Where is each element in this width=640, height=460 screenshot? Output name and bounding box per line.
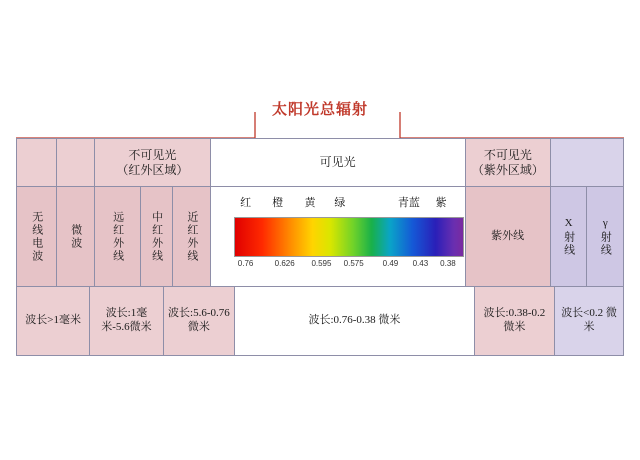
tick-0-43: 0.43	[412, 259, 429, 268]
spectrum-table	[16, 138, 624, 356]
visible-spectrum-panel	[214, 189, 462, 284]
band-near-infrared	[173, 187, 211, 287]
wavelength-visible: 波长:0.76-0.38 微米	[235, 287, 475, 355]
wavelength-far-infrared: 波长:1毫米-5.6微米	[90, 287, 163, 355]
table-band-row	[17, 187, 623, 287]
band-gamma-ray	[587, 187, 623, 287]
tick-0-49: 0.49	[382, 259, 399, 268]
band-gamma-ray-label: γ射线	[599, 216, 612, 257]
band-radio-label: 无线电波	[30, 210, 43, 263]
band-far-infrared	[95, 187, 141, 287]
header-cell-empty-micro	[57, 139, 95, 187]
band-mid-infrared	[141, 187, 173, 287]
color-label-yellow: 黄	[304, 197, 316, 209]
diagram-title-wrap	[0, 98, 640, 119]
color-label-cyan-blue: 青蓝	[397, 197, 420, 209]
table-header-row	[17, 139, 623, 187]
spectrum-gradient-bar	[234, 217, 464, 257]
tick-0-38: 0.38	[440, 259, 456, 268]
band-ultraviolet	[466, 187, 551, 287]
spectrum-color-labels	[234, 197, 464, 213]
wavelength-near-infrared: 波长:5.6-0.76微米	[164, 287, 236, 355]
color-label-violet: 紫	[435, 197, 447, 209]
header-infrared-line2: （红外区域）	[116, 162, 189, 177]
band-microwave-label: 微波	[69, 223, 82, 250]
visible-spectrum-cell	[211, 187, 466, 287]
color-label-green: 绿	[334, 197, 346, 209]
band-near-infrared-label: 近红外线	[185, 210, 198, 263]
wavelength-xray: 波长<0.2 微米	[555, 287, 623, 355]
band-xray-label: X射线	[562, 216, 575, 257]
header-infrared-line1: 不可见光	[128, 147, 177, 162]
spectrum-tick-labels	[234, 259, 464, 273]
wavelength-ultraviolet: 波长:0.38-0.2 微米	[475, 287, 555, 355]
table-wavelength-row	[17, 287, 623, 355]
band-mid-infrared-label: 中红外线	[150, 210, 163, 263]
header-uv-line1: 不可见光	[483, 147, 532, 162]
band-ultraviolet-label: 紫外线	[491, 229, 525, 242]
header-infrared-region	[95, 139, 210, 187]
color-label-red: 红	[240, 197, 252, 209]
header-cell-empty-xgamma	[551, 139, 623, 187]
header-uv-region	[466, 139, 551, 187]
wavelength-radio: 波长>1毫米	[17, 287, 90, 355]
page-title: 太阳光总辐射	[271, 102, 368, 118]
tick-0-76: 0.76	[237, 259, 254, 268]
color-label-orange: 橙	[272, 197, 284, 209]
tick-0-595: 0.595	[311, 259, 332, 268]
band-microwave	[57, 187, 95, 287]
band-xray	[551, 187, 587, 287]
header-cell-empty-radio	[17, 139, 57, 187]
header-uv-line2: （紫外区域）	[471, 162, 544, 177]
band-far-infrared-label: 远红外线	[111, 210, 124, 263]
header-visible-light: 可见光	[211, 139, 466, 187]
tick-0-626: 0.626	[274, 259, 295, 268]
tick-0-575: 0.575	[343, 259, 364, 268]
band-radio	[17, 187, 57, 287]
visible-spectrum-inner	[234, 197, 464, 281]
